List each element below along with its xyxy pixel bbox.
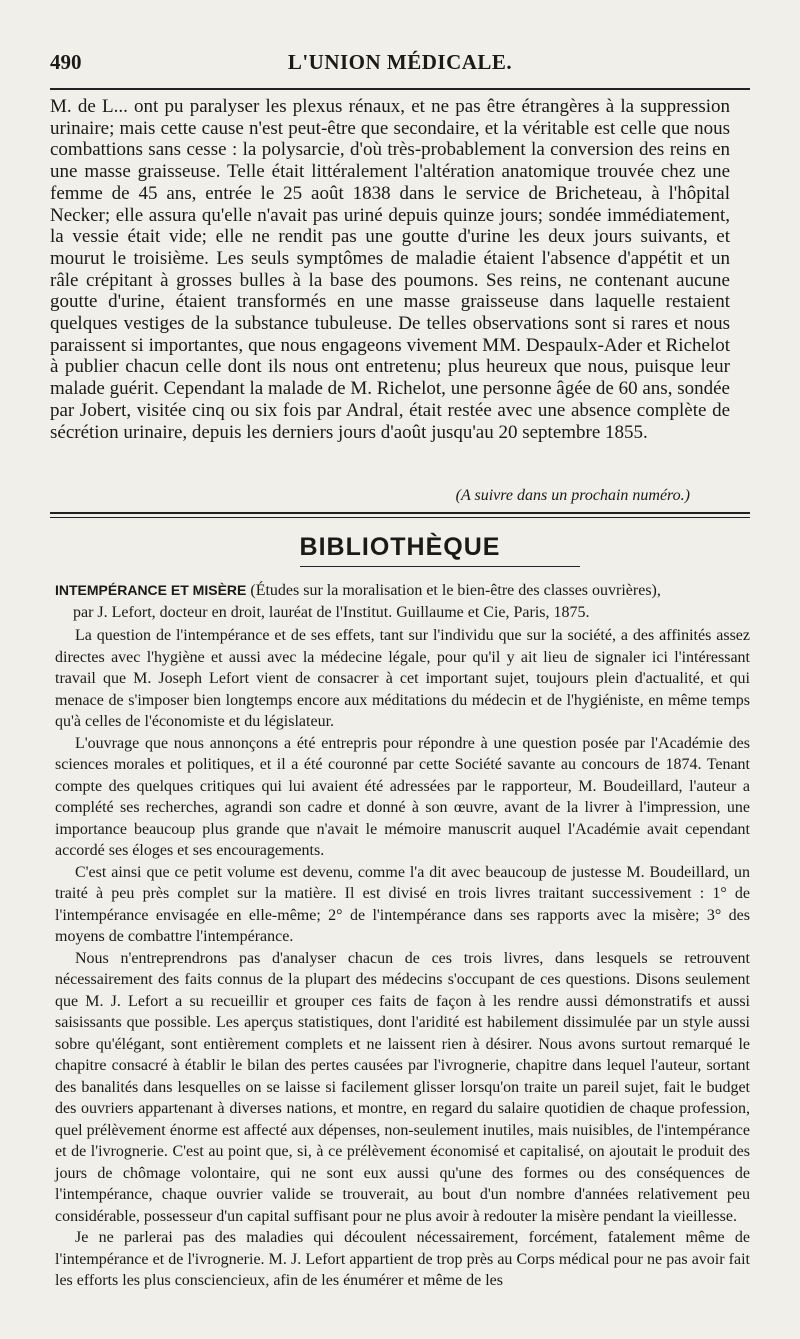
continuation-note: (A suivre dans un prochain numéro.) bbox=[455, 487, 690, 504]
review-heading-lead: INTEMPÉRANCE ET MISÈRE bbox=[55, 582, 247, 598]
review-body bbox=[55, 580, 750, 1292]
section-title-underline bbox=[300, 566, 580, 567]
review-heading-citation: par J. Lefort, docteur en droit, lauréat de l'Institut. Guillaume et Cie, Paris, 1875. bbox=[73, 603, 590, 621]
journal-title: L'UNION MÉDICALE. bbox=[287, 50, 513, 74]
review-paragraph: Je ne parlerai pas des maladies qui découlent nécessairement, forcément, fatalement même de l'intempérance et de l'ivrognerie. M. J. Lefort appartient de trop près au Corps médical pour ne pas avoir fait les efforts les plus consciencieux, afin de les énumérer et même de les bbox=[55, 1229, 750, 1289]
header-rule bbox=[50, 88, 750, 90]
review-heading-rest: (Études sur la moralisation et le bien-être des classes ouvrières), bbox=[250, 582, 661, 599]
section-divider-top bbox=[50, 512, 750, 514]
page-number: 490 bbox=[50, 50, 82, 74]
section-title: BIBLIOTHÈQUE bbox=[299, 533, 501, 561]
review-heading bbox=[55, 580, 750, 623]
review-paragraph: C'est ainsi que ce petit volume est devenu, comme l'a dit avec beaucoup de justesse M. Boudeillard, un traité à peu près complet sur la matière. Il est divisé en trois livres traitant successivement : 1° de l'intempérance envisagée en elle-même; 2° de l'intempérance dans ses rapports avec la misère; 3° des moyens de combattre l'intempérance. bbox=[55, 863, 750, 945]
running-head bbox=[50, 50, 750, 82]
article-body bbox=[50, 96, 730, 443]
review-paragraph: Nous n'entreprendrons pas d'analyser chacun de ces trois livres, dans lesquels se retrouvent nécessairement des faits connus de la plupart des médecins s'occupant de ces questions. Disons seulement que M. J. Lefort a su recueillir et grouper ces faits de façon à les rendre aussi démonstratifs et aussi saisissants que possible. Les aperçus statistiques, dont l'aridité est habilement dissimulée par un style aussi sobre qu'élégant, sont entièrement complets et ne laissent rien à désirer. Nous avons surtout remarqué le chapitre consacré à établir le bilan des pertes causées par l'ivrognerie, chapitre dans lequel l'auteur, sortant des banalités dans lesquelles on se laisse si facilement glisser lorsqu'on traite un pareil sujet, fait le budget des ouvriers appartenant à diverses nations, et montre, en regard du salaire quotidien de chaque profession, quel prélèvement énorme est affecté aux dépenses, non-seulement inutiles, mais nuisibles, de l'intempérance et de l'ivrognerie. C'est au point que, si, à ce prélèvement économisé et capitalisé, on ajoutait le produit des jours de chômage volontaire, qui ne sont eux aussi qu'une des formes ou des conséquences de l'intempérance, chaque ouvrier valide se trouverait, au bout d'un nombre d'années relativement peu considérable, possesseur d'un capital suffisant pour ne plus avoir à redouter la misère pendant la vieillesse. bbox=[55, 949, 750, 1225]
section-divider-bottom bbox=[50, 517, 750, 518]
review-paragraph: L'ouvrage que nous annonçons a été entrepris pour répondre à une question posée par l'Académie des sciences morales et politiques, et il a été couronné par cette Société savante au concours de 1874. Tenant compte des quelques critiques qui lui avaient été adressées par le rapporteur, M. Boudeillard, l'auteur a complété ses recherches, agrandi son cadre et donné à son œuvre, avant de la livrer à l'impression, une importance beaucoup plus grande que n'avait le mémoire manuscrit auquel l'Académie avait cependant accordé ses éloges et ses encouragements. bbox=[55, 734, 750, 859]
article-paragraph: M. de L... ont pu paralyser les plexus rénaux, et ne pas être étrangères à la suppression urinaire; mais cette cause n'est peut-être que secondaire, et la véritable est celle que nous combattions sans cesse : la polysarcie, d'où très-probablement la conversion des reins en une masse graisseuse. Telle était littéralement l'altération anatomique trouvée chez une femme de 45 ans, entrée le 25 août 1838 dans le service de Bricheteau, à l'hôpital Necker; elle assura qu'elle n'avait pas uriné depuis quinze jours; sondée immédiatement, la vessie était vide; elle ne rendit pas une goutte d'urine les deux jours suivants, et mourut le troisième. Les seuls symptômes de maladie étaient l'absence d'appétit et un râle crépitant à grosses bulles à la base des poumons. Ses reins, ne contenant aucune goutte d'urine, étaient transformés en une masse graisseuse dans laquelle restaient quelques vestiges de la substance tubuleuse. De telles observations sont si rares et nous paraissent si importantes, que nous engageons vivement MM. Despaulx-Ader et Richelot à publier chacun celle dont ils nous ont entretenu; plus heureux que nous, puisque leur malade guérit. Cependant la malade de M. Richelot, une personne âgée de 60 ans, sondée par Jobert, visitée cinq ou six fois par Andral, était restée avec une absence complète de sécrétion urinaire, depuis les derniers jours d'août jusqu'au 20 septembre 1855. bbox=[50, 96, 730, 443]
review-paragraph: La question de l'intempérance et de ses effets, tant sur l'individu que sur la société, a des affinités assez directes avec l'hygiène et aussi avec la médecine légale, pour qu'il y ait lieu de signaler ici l'intéressant travail que M. Joseph Lefort vient de consacrer à cet important sujet, toujours plein d'actualité, et qui menace de s'imposer bien longtemps encore aux méditations du médecin et de l'hygiéniste, en même temps qu'à celles de l'économiste et du législateur. bbox=[55, 627, 750, 730]
